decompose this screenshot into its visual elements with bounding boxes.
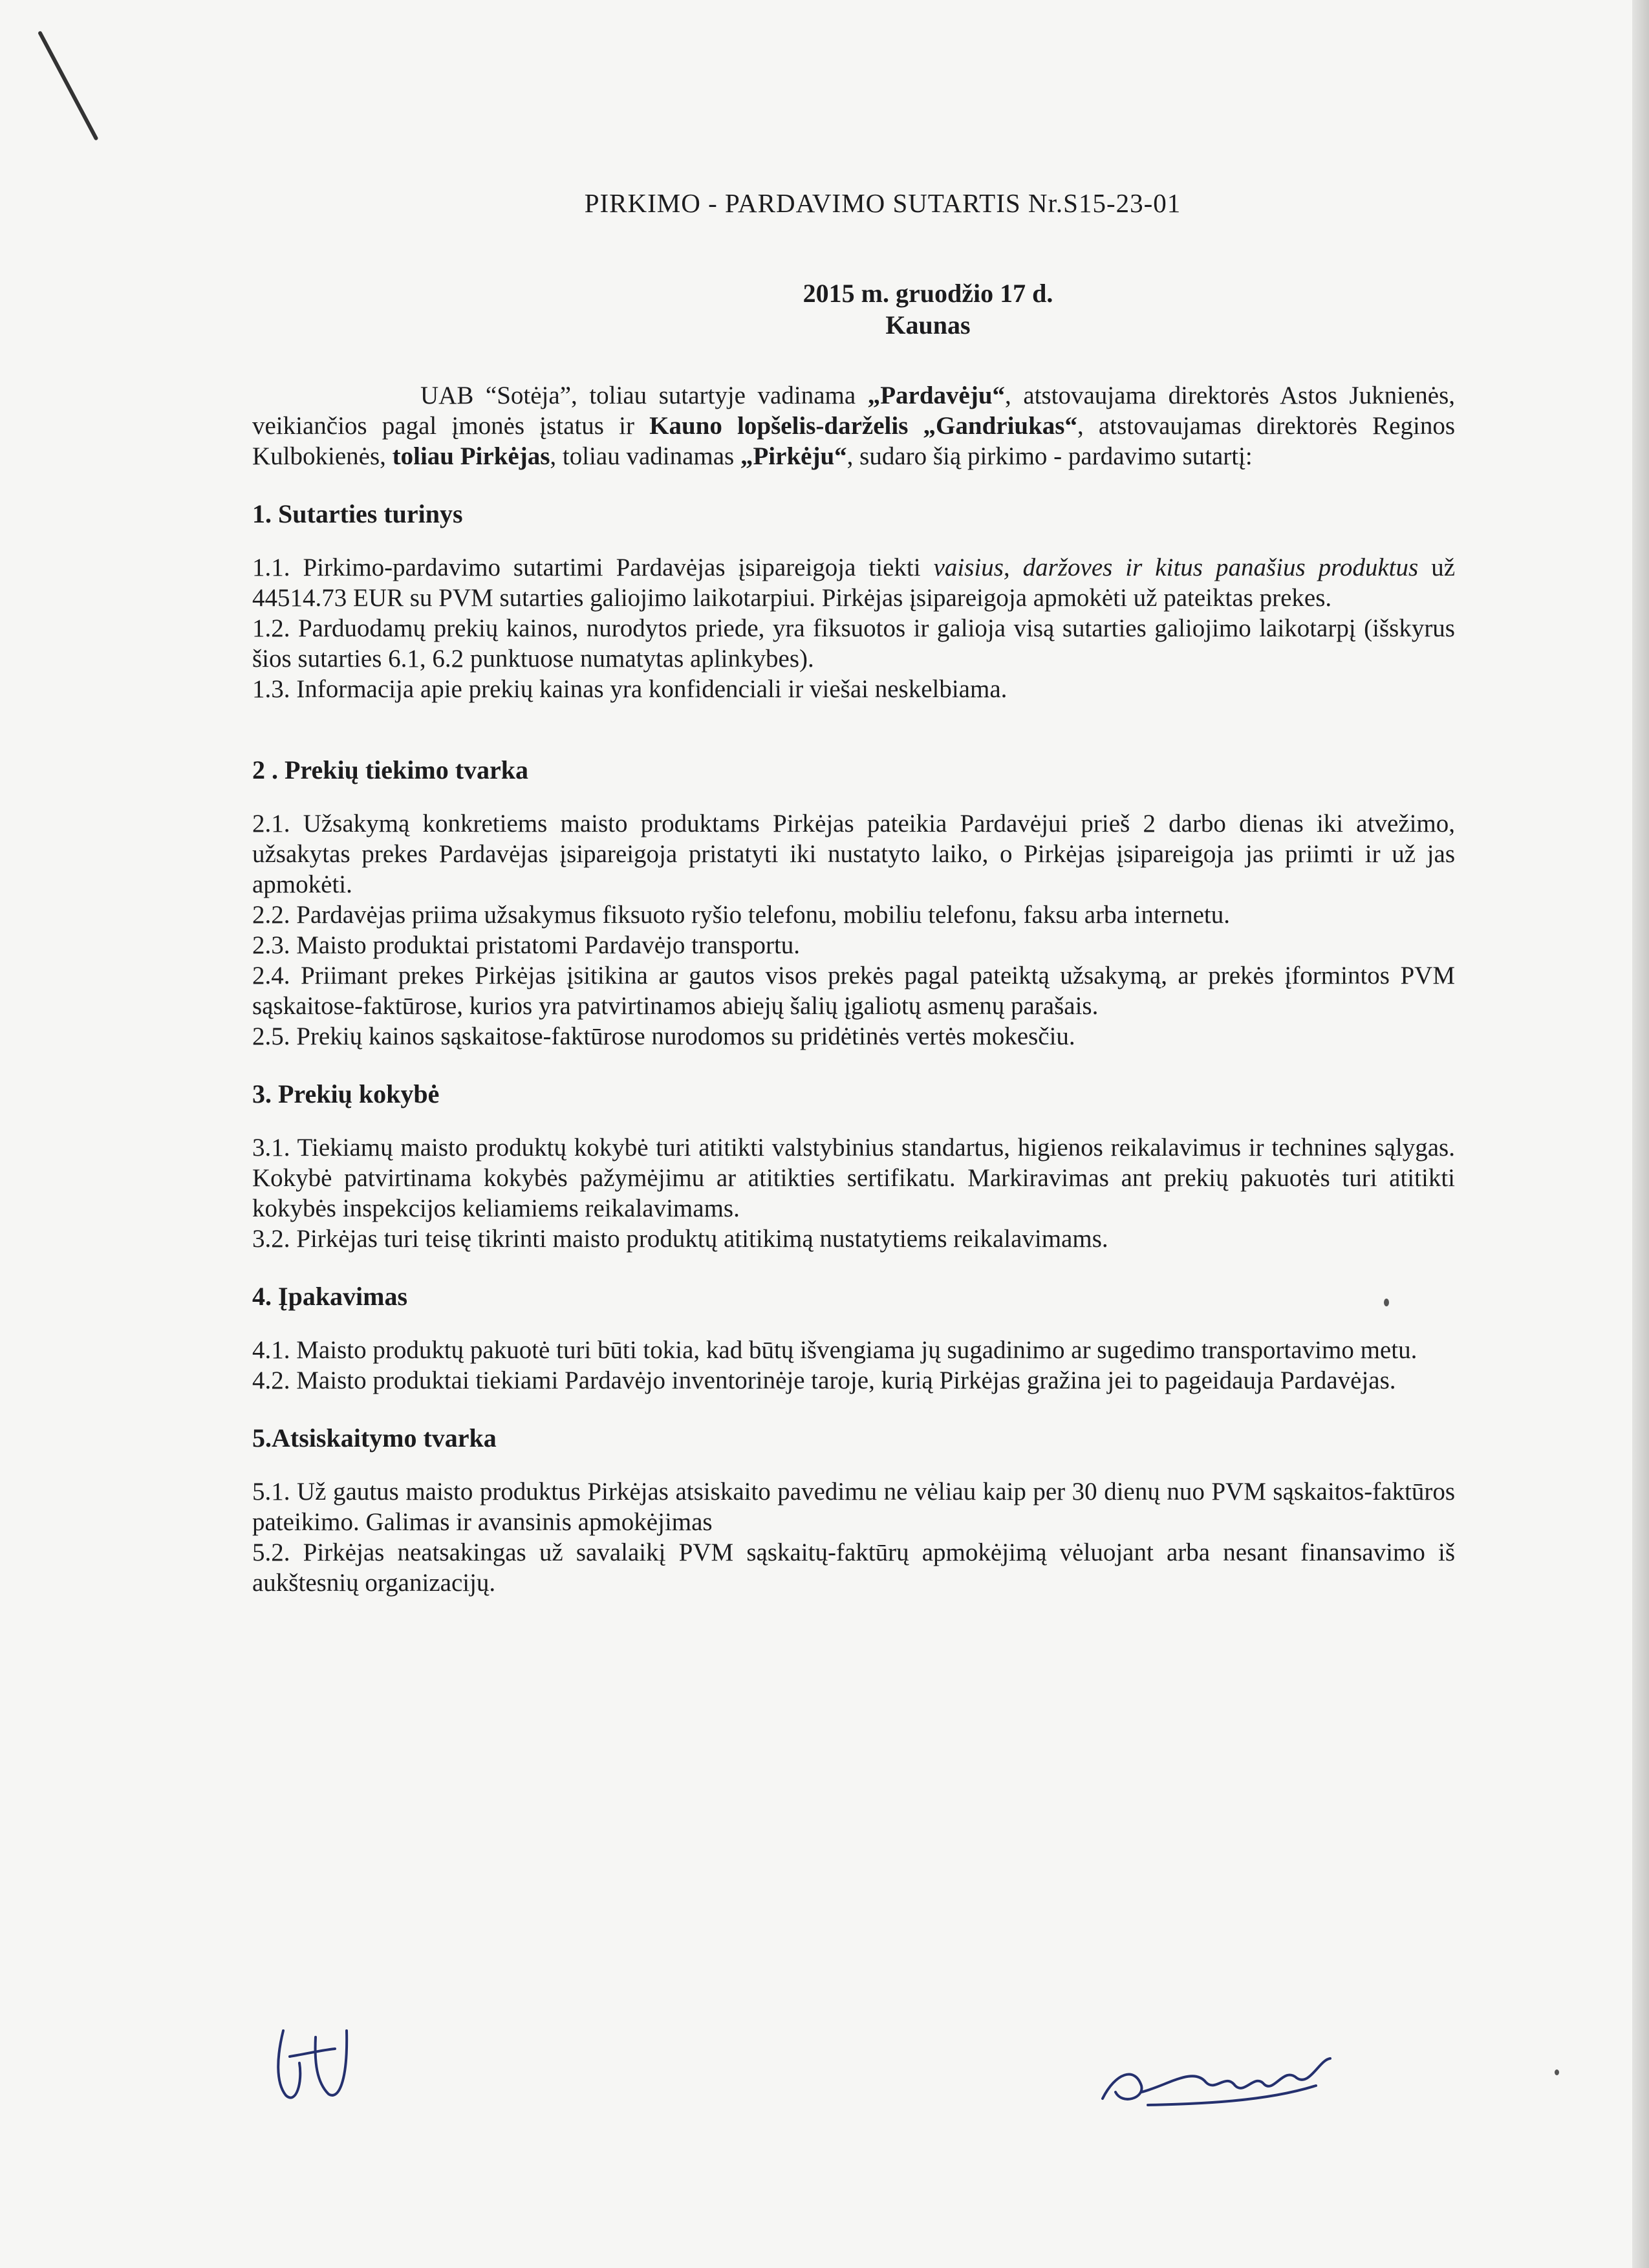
section-heading-4: 4. Įpakavimas	[252, 1282, 408, 1311]
paragraph-3-1: 3.1. Tiekiamų maisto produktų kokybė turi atitikti valstybinius standartus, higienos reikalavimus ir technines sąlygas. Kokybė patvirtinama kokybės pažymėjimu ar atitikties sertifikatu. Markiravimas ant prekių pakuotės turi atitikti kokybės inspekcijos keliamiems reikalavimams.	[252, 1134, 1455, 1222]
paragraph-1-1: 1.1. Pirkimo-pardavimo sutartimi Pardavėjas įsipareigoja tiekti vaisius, daržoves ir kitus panašius produktus už 44514.73 EUR su PVM sutarties galiojimo laikotarpiui. Pirkėjas įsipareigoja apmokėti už pateiktas prekes.	[252, 554, 1456, 612]
section-heading-1: 1. Sutarties turinys	[252, 499, 463, 528]
buyer-initials-signature	[264, 2018, 361, 2108]
seller-signature	[1096, 2047, 1335, 2115]
paragraph-2-1: 2.1. Užsakymą konkretiems maisto produktams Pirkėjas pateikia Pardavėjui prieš 2 darbo dienas iki atvežimo, užsakytas prekes Pardavėjas įsipareigoja pristatyti iki nustatyto laiko, o Pirkėjas įsipareigoja jas priimti ir už jas apmokėti.	[252, 810, 1455, 898]
paragraph-4-1: 4.1. Maisto produktų pakuotė turi būti tokia, kad būtų išvengiama jų sugadinimo ar sugedimo transportavimo metu.	[252, 1336, 1417, 1364]
paragraph-2-3: 2.3. Maisto produktai pristatomi Pardavėjo transportu.	[252, 931, 801, 959]
paragraph-5-1: 5.1. Už gautus maisto produktus Pirkėjas atsiskaito pavedimu ne vėliau kaip per 30 dienų nuo PVM sąskaitos-faktūros pateikimo. Galimas ir avansinis apmokėjimas	[252, 1478, 1455, 1536]
section-heading-2: 2 . Prekių tiekimo tvarka	[252, 755, 529, 784]
scanned-page-edge	[1632, 0, 1649, 2268]
paragraph-1-2: 1.2. Parduodamų prekių kainos, nurodytos priede, yra fiksuotos ir galioja visą sutarties galiojimo laikotarpį (išskyrus šios sutarties 6.1, 6.2 punktuose numatytas aplinkybes).	[252, 614, 1455, 673]
paragraph-2-5: 2.5. Prekių kainos sąskaitose-faktūrose nurodomos su pridėtinės vertės mokesčiu.	[252, 1022, 1075, 1050]
intro-paragraph: UAB “Sotėja”, toliau sutartyje vadinama „Pardavėju“, atstovaujama direktorės Astos Juknienės, veikiančios pagal įmonės įstatus ir Kauno lopšelis-darželis „Gandriukas“, atstovaujamas direktorės Reginos Kulbokienės, toliau Pirkėjas, toliau vadinamas „Pirkėju“, sudaro šią pirkimo - pardavimo sutartį:	[252, 382, 1456, 470]
contract-city: Kaunas	[885, 310, 971, 340]
paragraph-1-3: 1.3. Informacija apie prekių kainas yra konfidenciali ir viešai neskelbiama.	[252, 675, 1008, 703]
paragraph-2-2: 2.2. Pardavėjas priima užsakymus fiksuoto ryšio telefonu, mobiliu telefonu, faksu arba internetu.	[252, 901, 1230, 929]
paragraph-5-2: 5.2. Pirkėjas neatsakingas už savalaikį PVM sąskaitų-faktūrų apmokėjimą vėluojant arba nesant finansavimo iš aukštesnių organizacijų.	[252, 1539, 1455, 1597]
contract-document	[252, 188, 1455, 1598]
section-heading-3: 3. Prekių kokybė	[252, 1079, 440, 1108]
paragraph-3-2: 3.2. Pirkėjas turi teisę tikrinti maisto produktų atitikimą nustatytiems reikalavimams.	[252, 1225, 1108, 1253]
speck	[1555, 2069, 1559, 2075]
stray-pen-mark	[38, 30, 98, 141]
section-heading-5: 5.Atsiskaitymo tvarka	[252, 1423, 497, 1453]
paragraph-4-2: 4.2. Maisto produktai tiekiami Pardavėjo inventorinėje taroje, kurią Pirkėjas gražina jei to pageidauja Pardavėjas.	[252, 1366, 1396, 1394]
paragraph-2-4: 2.4. Priimant prekes Pirkėjas įsitikina ar gautos visos prekės pagal pateiktą užsakymą, ar prekės įformintos PVM sąskaitose-faktūrose, kurios yra patvirtinamos abiejų šalių įgaliotų asmenų parašais.	[252, 962, 1455, 1020]
contract-title: PIRKIMO - PARDAVIMO SUTARTIS Nr.S15-23-01	[584, 188, 1181, 218]
contract-date: 2015 m. gruodžio 17 d.	[803, 279, 1053, 308]
